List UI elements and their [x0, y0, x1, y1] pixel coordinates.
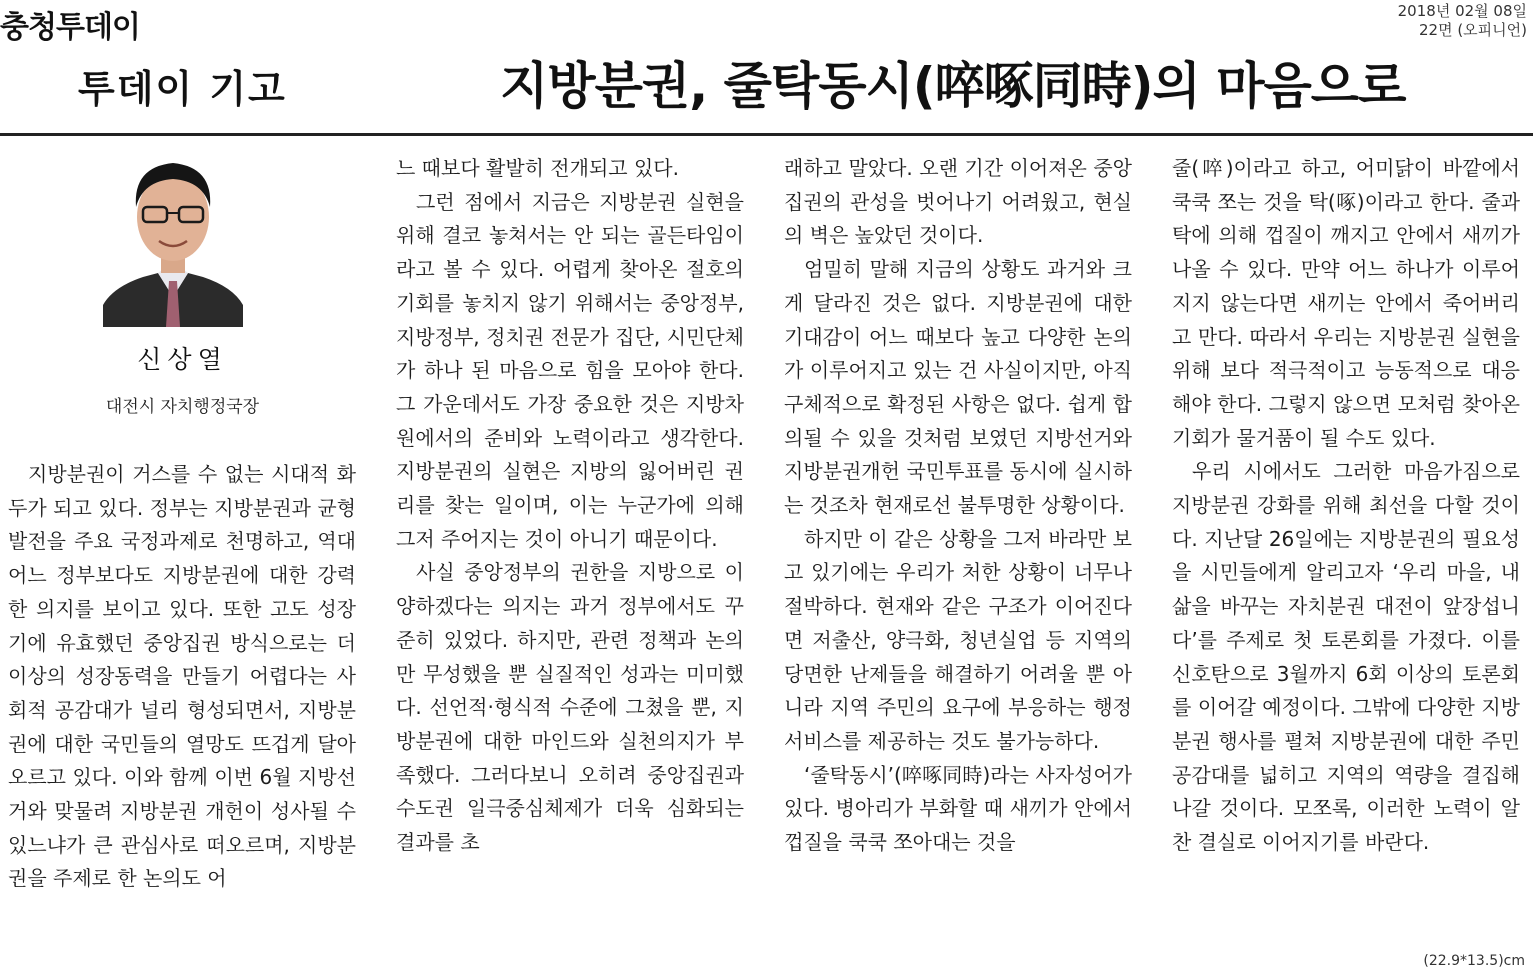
paragraph: 줄(啐)이라고 하고, 어미닭이 바깥에서 쿡쿡 쪼는 것을 탁(啄)이라고 한다. 줄과 탁에 의해 껍질이 깨지고 안에서 새끼가 나올 수 있다. 만약 어느 하나가 이루어지지 않는다면 새끼는 안에서 죽어버리고 만다. 따라서 우리는 지방분권 실현을 위해 보다 적극적이고 능동적으로 대응해야 한다. 그렇지 않으면 모처럼 찾아온 기회가 물거품이 될 수도 있다. [1172, 156, 1520, 450]
article-headline: 지방분권, 줄탁동시(啐啄同時)의 마음으로 [500, 57, 1406, 115]
author-photo [103, 137, 243, 327]
paragraph: ‘줄탁동시’(啐啄同時)라는 사자성어가 있다. 병아리가 부화할 때 새끼가 안에서 껍질을 쿡쿡 쪼아대는 것을 [784, 762, 1132, 855]
author-portrait-icon [103, 137, 243, 327]
paragraph: 그런 점에서 지금은 지방분권 실현을 위해 결코 놓쳐서는 안 되는 골든타임이라고 볼 수 있다. 어렵게 찾아온 절호의 기회를 놓치지 않기 위해서는 중앙정부, 지방정부, 정치권 전문가 집단, 시민단체가 하나 된 마음으로 힘을 모아야 한다. 그 가운데서도 가장 중요한 것은 지방차원에서의 준비와 노력이라고 생각한다. 지방분권의 실현은 지방의 잃어버린 권리를 찾는 일이며, 이는 누군가에 의해 그저 주어지는 것이 아니기 때문이다. [396, 189, 744, 551]
article-column-2 [396, 152, 744, 860]
page-section: 22면 (오피니언) [1418, 21, 1527, 39]
author-title: 대전시 자치행정국장 [105, 397, 260, 417]
paragraph: 사실 중앙정부의 권한을 지방으로 이양하겠다는 의지는 과거 정부에서도 꾸준히 있었다. 하지만, 관련 정책과 논의만 무성했을 뿐 실질적인 성과는 미미했다. 선언적·형식적 수준에 그쳤을 뿐, 지방분권에 대한 마인드와 실천의지가 부족했다. 그러다보니 오히려 중앙집권과 수도권 일극중심체제가 더욱 심화되는 결과를 초 [396, 560, 744, 855]
paragraph: 지방분권이 거스를 수 없는 시대적 화두가 되고 있다. 정부는 지방분권과 균형발전을 주요 국정과제로 천명하고, 역대 어느 정부보다도 지방분권에 대한 강력한 의지를 보이고 있다. 또한 고도 성장기에 유효했던 중앙집권 방식으로는 더 이상의 성장동력을 만들기 어렵다는 사회적 공감대가 널리 형성되면서, 지방분권에 대한 국민들의 열망도 뜨겁게 달아오르고 있다. 이와 함께 이번 6월 지방선거와 맞물려 지방분권 개헌이 성사될 수 있느냐가 큰 관심사로 떠오르며, 지방분권을 주제로 한 논의도 어 [8, 462, 356, 891]
author-name: 신상열 [137, 345, 228, 374]
paragraph: 엄밀히 말해 지금의 상황도 과거와 크게 달라진 것은 없다. 지방분권에 대한 기대감이 어느 때보다 높고 다양한 논의가 이루어지고 있는 건 사실이지만, 아직 구체적으로 확정된 사항은 없다. 쉽게 합의될 수 있을 것처럼 보였던 지방선거와 지방분권개헌 국민투표를 동시에 실시하는 것조차 현재로선 불투명한 상황이다. [784, 257, 1132, 518]
section-title: 투데이 기고 [78, 67, 287, 111]
article-column-4 [1172, 152, 1520, 860]
paragraph: 느 때보다 활발히 전개되고 있다. [396, 156, 679, 180]
header-divider [0, 133, 1533, 136]
article-column-3 [784, 152, 1132, 860]
publication-date: 2018년 02월 08일 [1397, 2, 1527, 20]
article-size-note: (22.9*13.5)cm [1423, 953, 1525, 969]
dateline [1398, 2, 1527, 40]
paragraph: 우리 시에서도 그러한 마음가짐으로 지방분권 강화를 위해 최선을 다할 것이다. 지난달 26일에는 지방분권의 필요성을 시민들에게 알리고자 ‘우리 마을, 내 삶을 바꾸는 자치분권 대전이 앞장섭니다’를 주제로 첫 토론회를 가졌다. 이를 신호탄으로 3월까지 6회 이상의 토론회를 이어갈 예정이다. 그밖에 다양한 지방분권 행사를 펼쳐 지방분권에 대한 주민 공감대를 넓히고 지역의 역량을 결집해 나갈 것이다. 모쪼록, 이러한 노력이 알찬 결실로 이어지기를 바란다. [1172, 459, 1520, 855]
article-column-1 [8, 458, 356, 896]
paragraph: 래하고 말았다. 오랜 기간 이어져온 중앙집권의 관성을 벗어나기 어려웠고, 현실의 벽은 높았던 것이다. [784, 156, 1132, 248]
newspaper-masthead: 충청투데이 [0, 10, 140, 45]
paragraph: 하지만 이 같은 상황을 그저 바라만 보고 있기에는 우리가 처한 상황이 너무나 절박하다. 현재와 같은 구조가 이어진다면 저출산, 양극화, 청년실업 등 지역의 당면한 난제들을 해결하기 어려울 뿐 아니라 지역 주민의 요구에 부응하는 행정서비스를 제공하는 것도 불가능하다. [784, 526, 1132, 753]
